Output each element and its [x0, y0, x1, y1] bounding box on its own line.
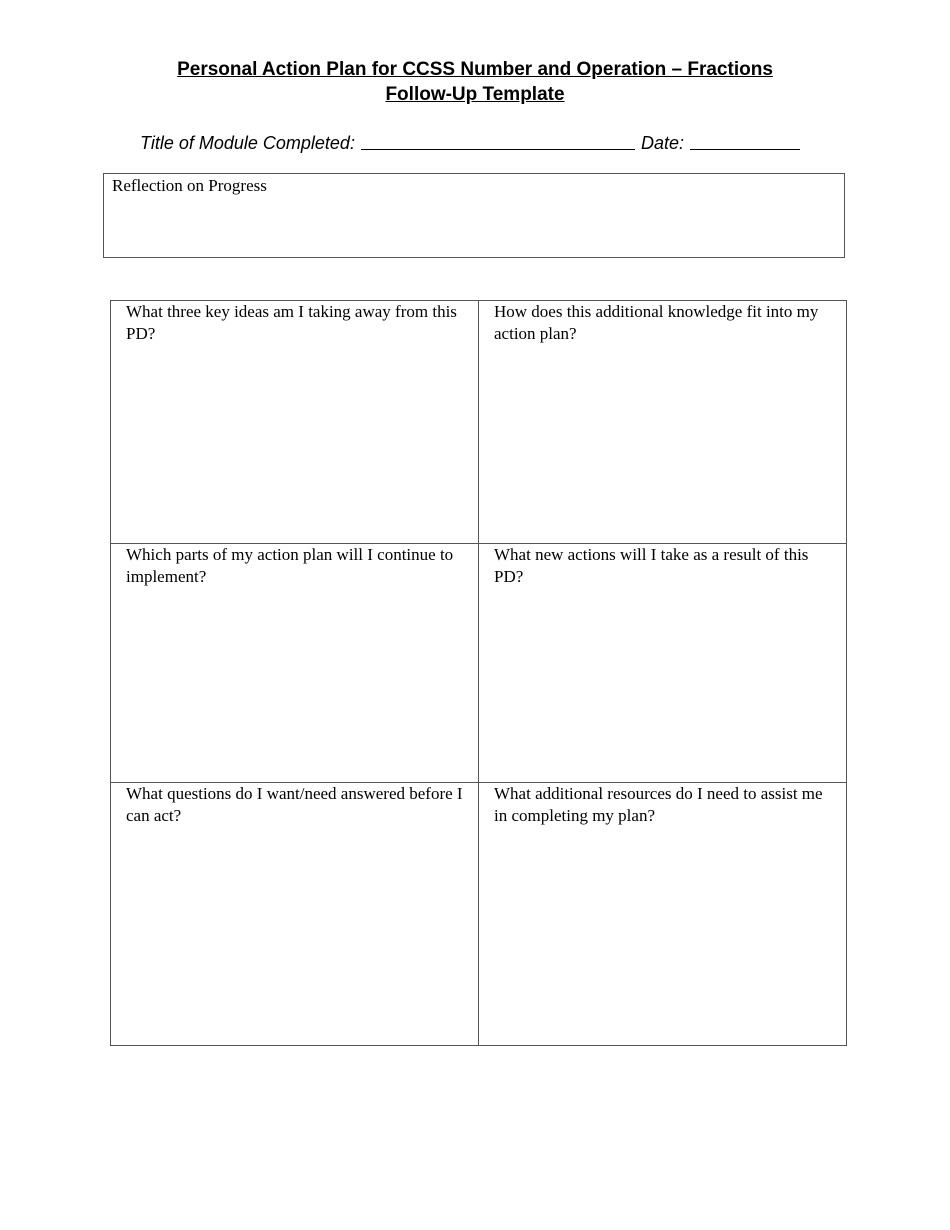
question-text: Which parts of my action plan will I continue to implement?	[126, 545, 454, 586]
module-title-label: Title of Module Completed:	[140, 133, 355, 153]
question-cell-new-actions[interactable]	[479, 544, 846, 783]
question-cell-key-ideas[interactable]	[111, 301, 479, 544]
reflection-label: Reflection on Progress	[112, 176, 267, 195]
question-cell-continue-implement[interactable]	[111, 544, 479, 783]
question-cell-questions[interactable]	[111, 783, 479, 1045]
reflection-box[interactable]	[103, 173, 845, 258]
question-cell-resources[interactable]	[479, 783, 846, 1045]
date-label: Date:	[640, 133, 684, 153]
module-title-blank[interactable]	[361, 131, 635, 150]
question-cell-knowledge-fit[interactable]	[479, 301, 846, 544]
question-text: What three key ideas am I taking away from this PD?	[126, 302, 457, 343]
date-blank[interactable]	[690, 131, 800, 150]
question-text: What questions do I want/need answered before I can act?	[126, 784, 463, 825]
question-text: What additional resources do I need to assist me in completing my plan?	[494, 784, 823, 825]
question-grid	[110, 300, 847, 1046]
question-text: How does this additional knowledge fit into my action plan?	[494, 302, 819, 343]
page-title: Personal Action Plan for CCSS Number and Operation – Fractions	[177, 59, 773, 80]
module-info-line	[140, 128, 800, 154]
question-text: What new actions will I take as a result of this PD?	[494, 545, 809, 586]
page-subtitle: Follow-Up Template	[385, 84, 565, 105]
